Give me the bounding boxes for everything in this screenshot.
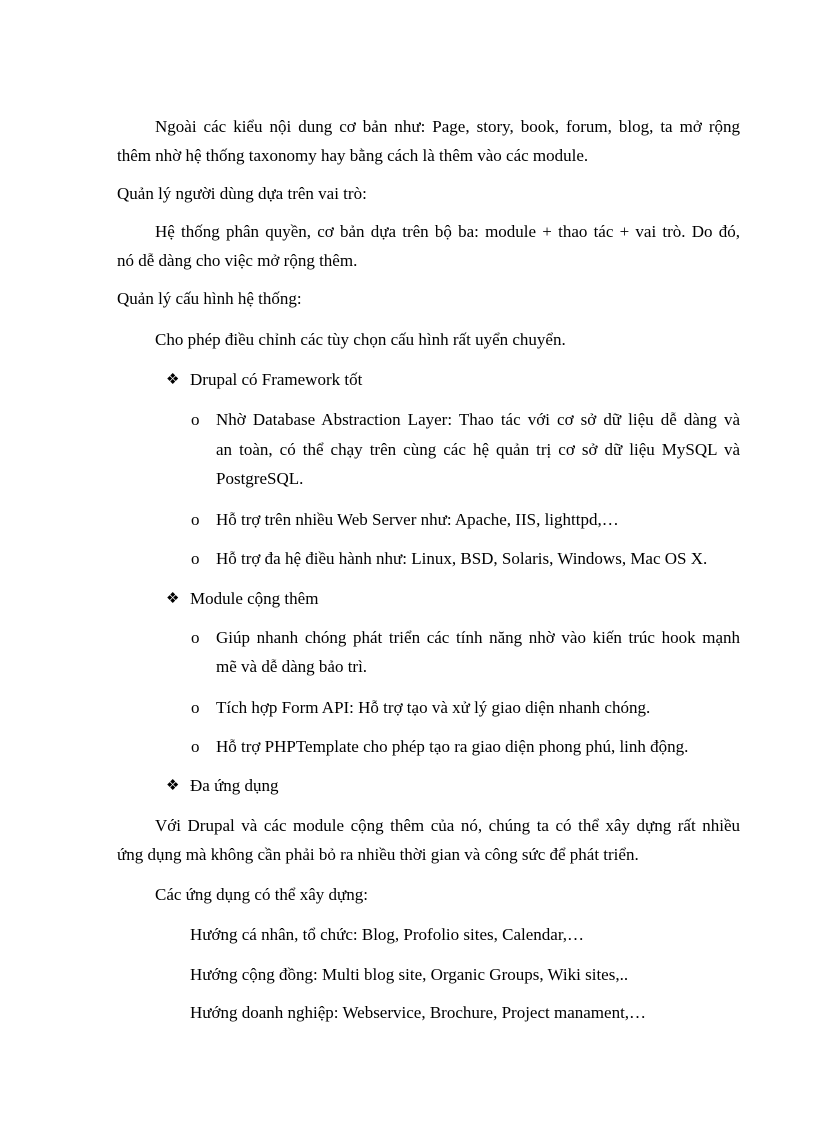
intro-line-2: thêm nhờ hệ thống taxonomy hay bằng cách là thêm vào các module. — [117, 146, 589, 165]
framework-item-3: Hỗ trợ đa hệ điều hành như: Linux, BSD, Solaris, Windows, Mac OS X. — [216, 549, 708, 568]
sub-bullet-icon: o — [191, 510, 200, 529]
sub-bullet-icon: o — [191, 698, 200, 717]
modules-item-1-line-1: Giúp nhanh chóng phát triển các tính năng nhờ vào kiến trúc hook mạnh — [216, 628, 740, 647]
config-text: Cho phép điều chỉnh các tùy chọn cấu hình rất uyển chuyển. — [155, 330, 566, 349]
app-item-community: Hướng cộng đồng: Multi blog site, Organic Groups, Wiki sites,.. — [190, 965, 629, 984]
app-item-enterprise: Hướng doanh nghiệp: Webservice, Brochure, Project manament,… — [190, 1003, 647, 1022]
drupal-text-line-1: Với Drupal và các module cộng thêm của nó, chúng ta có thể xây dựng rất nhiều — [155, 816, 740, 835]
intro-line-1: Ngoài các kiểu nội dung cơ bản như: Page, story, book, forum, blog, ta mở rộng — [155, 117, 740, 136]
modules-item-2: Tích hợp Form API: Hỗ trợ tạo và xử lý giao diện nhanh chóng. — [216, 698, 651, 717]
modules-item-1-line-2: mẽ và dễ dàng bảo trì. — [216, 657, 368, 676]
permissions-line-1: Hệ thống phân quyền, cơ bản dựa trên bộ ba: module + thao tác + vai trò. Do đó, — [155, 222, 740, 241]
sub-bullet-icon: o — [191, 549, 200, 568]
framework-item-1-line-2: an toàn, có thể chạy trên cùng các hệ quản trị cơ sở dữ liệu MySQL và — [216, 440, 740, 459]
framework-item-1-line-3: PostgreSQL. — [216, 469, 304, 488]
sub-bullet-icon: o — [191, 410, 200, 429]
framework-title: Drupal có Framework tốt — [190, 370, 363, 389]
multi-app-title: Đa ứng dụng — [190, 776, 279, 795]
drupal-text-line-2: ứng dụng mà không cần phải bỏ ra nhiều thời gian và công sức để phát triển. — [117, 845, 639, 864]
sub-bullet-icon: o — [191, 628, 200, 647]
permissions-line-2: nó dễ dàng cho việc mở rộng thêm. — [117, 251, 358, 270]
modules-item-3: Hỗ trợ PHPTemplate cho phép tạo ra giao diện phong phú, linh động. — [216, 737, 689, 756]
modules-title: Module cộng thêm — [190, 589, 319, 608]
bullet-icon: ❖ — [166, 372, 180, 388]
framework-item-1-line-1: Nhờ Database Abstraction Layer: Thao tác với cơ sở dữ liệu dễ dàng và — [216, 410, 740, 429]
sub-bullet-icon: o — [191, 737, 200, 756]
bullet-icon: ❖ — [166, 778, 180, 794]
apps-heading: Các ứng dụng có thể xây dựng: — [155, 885, 368, 904]
heading-config: Quản lý cấu hình hệ thống: — [117, 289, 302, 308]
app-item-personal: Hướng cá nhân, tổ chức: Blog, Profolio sites, Calendar,… — [190, 925, 585, 944]
framework-item-2: Hỗ trợ trên nhiều Web Server như: Apache, IIS, lighttpd,… — [216, 510, 619, 529]
bullet-icon: ❖ — [166, 591, 180, 607]
heading-user-management: Quản lý người dùng dựa trên vai trò: — [117, 184, 367, 203]
